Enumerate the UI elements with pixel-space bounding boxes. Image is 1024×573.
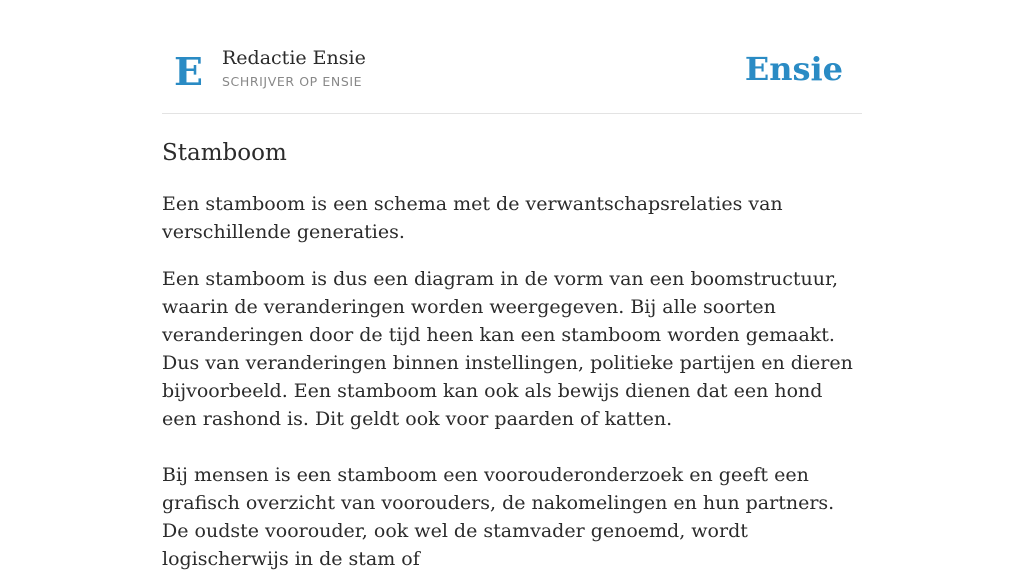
author-role: SCHRIJVER OP ENSIE: [222, 74, 363, 89]
article-body: [162, 190, 862, 573]
page-title: Stamboom: [162, 140, 287, 166]
brand-logo[interactable]: Ensie: [744, 50, 843, 88]
paragraph-3: Bij mensen is een stamboom een voorouderonderzoek en geeft een grafisch overzicht van voorouders, de nakomelingen en hun partners. De oudste voorouder, ook wel de stamvader genoemd, wordt logischerwijs in de stam of: [162, 464, 835, 570]
paragraph-2: Een stamboom is dus een diagram in de vorm van een boomstructuur, waarin de veranderingen worden weergegeven. Bij alle soorten veranderingen door de tijd heen kan een stamboom worden gemaakt. Dus van veranderingen binnen instellingen, politieke partijen en dieren bijvoorbeeld. Een stamboom kan ook als bewijs dienen dat een hond een rashond is. Dit geldt ook voor paarden of katten.: [162, 268, 853, 430]
paragraph-spacer: [162, 246, 862, 265]
article-header: [162, 0, 862, 114]
paragraph-1: Een stamboom is een schema met de verwantschapsrelaties van verschillende generaties.: [162, 193, 783, 243]
author-name[interactable]: Redactie Ensie: [222, 47, 366, 69]
article-container: [162, 0, 862, 570]
author-logo[interactable]: E: [174, 49, 203, 94]
paragraph-blank-line: [162, 433, 862, 461]
